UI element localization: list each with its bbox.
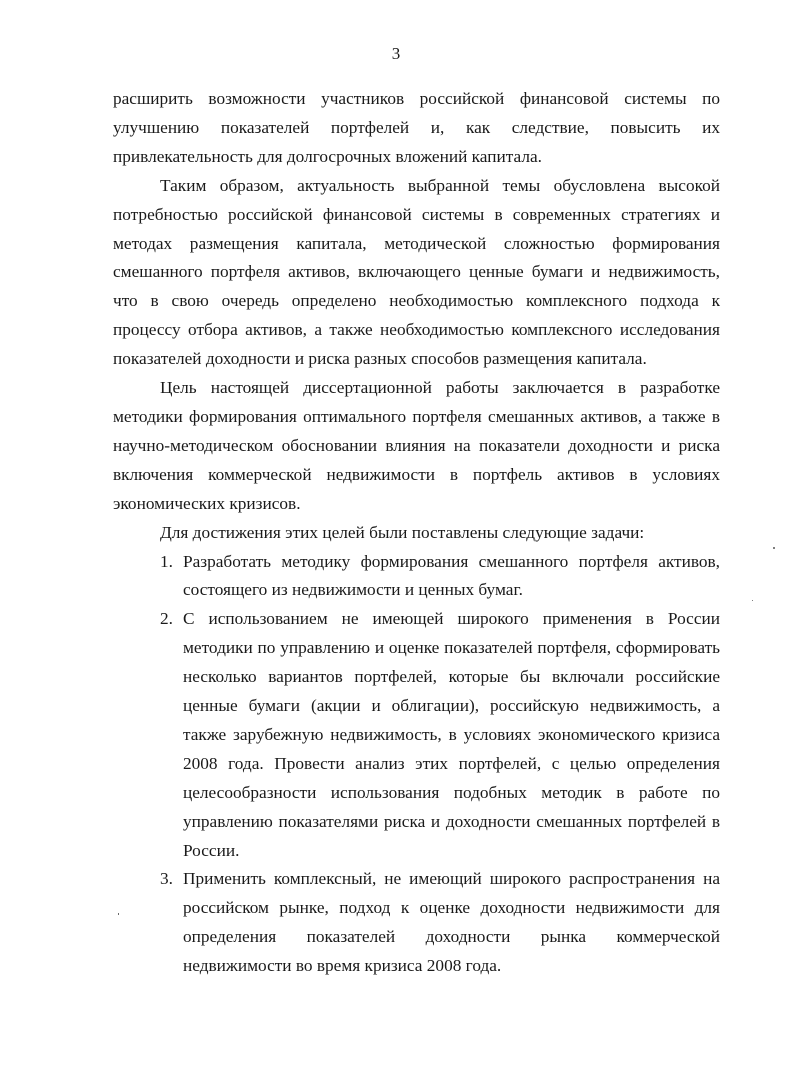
paragraph-relevance: Таким образом, актуальность выбранной темы обусловлена высокой потребностью российской финансовой системы в современных стратегиях и методах размещения капитала, методической сложностью формирования смешанного портфеля активов, включающего ценные бумаги и недвижимость, что в свою очередь определено необходимостью комплексного подхода к процессу отбора активов, а также необходимостью комплексного исследования показателей доходности и риска разных способов размещения капитала. bbox=[113, 175, 720, 369]
list-item-number: 1. bbox=[160, 551, 173, 571]
list-item bbox=[113, 865, 720, 981]
scan-speck bbox=[773, 547, 775, 549]
scan-speck bbox=[118, 913, 119, 915]
paragraph-tasks-intro: Для достижения этих целей были поставлены следующие задачи: bbox=[160, 522, 645, 542]
document-body bbox=[113, 85, 720, 981]
list-item bbox=[113, 548, 720, 606]
page-number: 3 bbox=[391, 44, 401, 63]
paragraph-intro-continuation: расширить возможности участников российской финансовой системы по улучшению показателей портфелей и, как следствие, повысить их привлекательность для долгосрочных вложений капитала. bbox=[113, 89, 720, 166]
list-item-number: 2. bbox=[160, 609, 173, 629]
list-item-number: 3. bbox=[160, 869, 173, 889]
list-item-text: С использованием не имеющей широкого применения в России методики по управлению и оценке показателей портфеля, сформировать несколько вариантов портфелей, которые бы включали российские ценные бумаги (акции и облигации), российскую недвижимость, а также зарубежную недвижимость, в условиях экономического кризиса 2008 года. Провести анализ этих портфелей, с целью определения целесообразности использования подобных методик в работе по управлению показателями риска и доходности смешанных портфелей в России. bbox=[183, 609, 720, 860]
list-item-text: Применить комплексный, не имеющий широкого распространения на российском рынке, подход к оценке доходности недвижимости для определения показателей доходности рынка коммерческой недвижимости во время кризиса 2008 года. bbox=[183, 869, 720, 976]
list-item-text: Разработать методику формирования смешанного портфеля активов, состоящего из недвижимости и ценных бумаг. bbox=[183, 551, 720, 600]
tasks-list bbox=[113, 548, 720, 982]
list-item bbox=[113, 605, 720, 865]
paragraph-goal: Цель настоящей диссертационной работы заключается в разработке методики формирования оптимального портфеля смешанных активов, а также в научно-методическом обосновании влияния на показатели доходности и риска включения коммерческой недвижимости в портфель активов в условиях экономических кризисов. bbox=[113, 378, 720, 513]
scan-speck bbox=[752, 600, 753, 601]
